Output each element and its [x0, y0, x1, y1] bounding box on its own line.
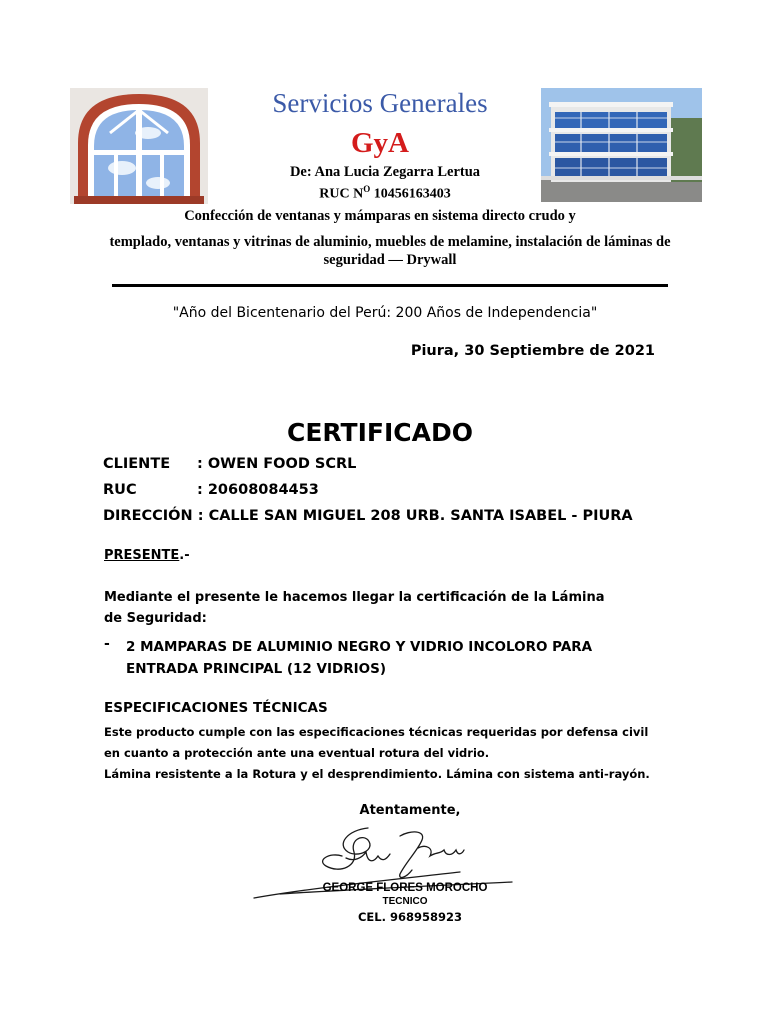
company-short-name: GyA: [351, 127, 409, 159]
ruc-prefix: RUC N: [319, 186, 364, 202]
specs-line3: Lámina resistente a la Rotura y el desprendimiento. Lámina con sistema anti-rayón.: [104, 767, 650, 781]
closing-text: Atentamente,: [359, 803, 461, 818]
intro-paragraph: Mediante el presente le hacemos llegar la certificación de la Lámina de Seguridad:: [104, 590, 605, 626]
company-description-line1: Confección de ventanas y mámparas en sistema directo crudo y: [184, 208, 576, 224]
address-label: DIRECCIÓN: [103, 508, 193, 524]
year-motto: "Año del Bicentenario del Perú: 200 Años de Independencia": [172, 305, 598, 321]
specs-title: ESPECIFICACIONES TÉCNICAS: [104, 700, 328, 716]
ruc-number: 10456163403: [370, 186, 451, 202]
document-title: CERTIFICADO: [287, 418, 473, 447]
signer-phone: CEL. 968958923: [357, 910, 462, 924]
specs-line2: en cuanto a protección ante una eventual rotura del vidrio.: [104, 746, 490, 760]
greeting-suffix: .-: [179, 548, 190, 563]
company-ruc: [160, 184, 610, 203]
client-label: CLIENTE: [103, 456, 171, 472]
bullet-dash: -: [104, 636, 110, 652]
specs-line1: Este producto cumple con las especificaciones técnicas requeridas por defensa civil: [104, 725, 649, 739]
greeting-word: PRESENTE: [104, 548, 180, 563]
signer-role: TECNICO: [382, 896, 428, 907]
owner-name: De: Ana Lucia Zegarra Lertua: [289, 164, 481, 180]
ruc-superscript: O: [363, 184, 371, 194]
greeting: [104, 548, 190, 563]
ruc-label: RUC: [103, 482, 137, 498]
address-field: [103, 508, 633, 524]
client-value: : OWEN FOOD SCRL: [197, 456, 357, 472]
specs-text: [104, 722, 664, 785]
client-field: [103, 456, 356, 472]
ruc-value: : 20608084453: [197, 482, 319, 498]
company-description-line2: templado, ventanas y vitrinas de aluminio, muebles de melamine, instalación de láminas de seguridad — Drywall: [109, 234, 671, 268]
company-name: Servicios Generales: [272, 88, 488, 118]
header-divider: [112, 284, 668, 287]
place-date: Piura, 30 Septiembre de 2021: [410, 343, 655, 359]
bullet-item: 2 MAMPARAS DE ALUMINIO NEGRO Y VIDRIO INCOLORO PARA ENTRADA PRINCIPAL (12 VIDRIOS): [126, 639, 593, 677]
address-value: : CALLE SAN MIGUEL 208 URB. SANTA ISABEL - PIURA: [197, 508, 633, 524]
ruc-field: [103, 482, 319, 498]
signer-name: GEORGE FLORES MOROCHO: [322, 882, 488, 894]
